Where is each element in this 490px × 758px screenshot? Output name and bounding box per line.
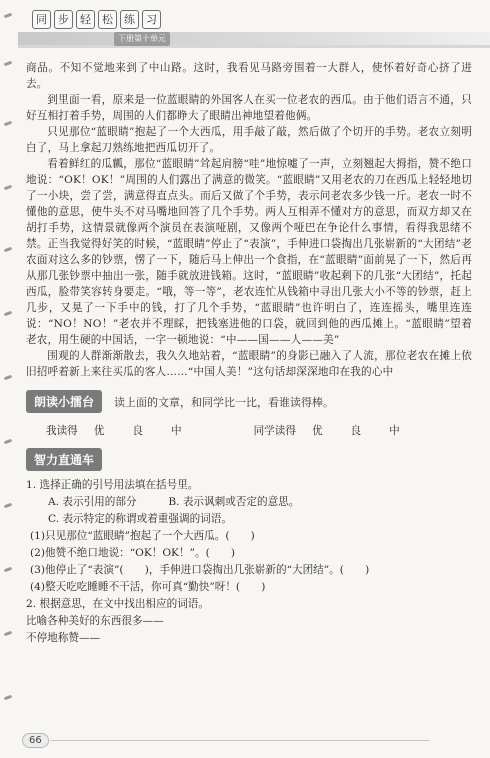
self-grade-label: 我读得 <box>46 425 78 437</box>
reading-badge: 朗读小擂台 <box>26 390 102 413</box>
grade-option[interactable]: 中 <box>170 425 182 437</box>
title-char: 松 <box>98 10 117 29</box>
grade-option[interactable]: 优 <box>93 425 105 437</box>
question-1-options: A. 表示引用的部分 B. 表示讽刺或否定的意思。 <box>48 496 300 508</box>
book-title <box>32 10 161 29</box>
passage-paragraph: 只见那位“蓝眼睛”抱起了一个大西瓜，用手敲了敲，然后做了个切开的手势。老农立刻明白了，马上拿起刀熟练地把西瓜切开了。 <box>26 126 472 154</box>
passage-paragraph: 看着鲜红的瓜瓤，那位“蓝眼睛”耸起肩膀“哇”地惊嘘了一声，立刻翘起大拇指，赞不绝口地说：“OK！OK！”周围的人们露出了满意的微笑。“蓝眼睛”又用老农的刀在西瓜上轻轻地切了一小块，尝了尝，满意得直点头。而后又做了个手势，表示问老农多少钱一斤。老农一时不懂他的意思，使牛头不对马嘴地回答了几个手势。两人互相弄不懂对方的意思，而双方却又在胡打手势，这情景就像两个演员在表演哑剧，又像两个哑巴在争论什么事情，看得我思绪不禁。正当我觉得好笑的时候，“蓝眼睛”停止了“表演”，手伸进口袋掏出几张崭新的“大团结”老农面对这么多的钞票，愣了一下，随后马上伸出一个食指，在“蓝眼睛”面前晃了一下，然后再从那几张钞票中抽出一张，随手就放进钱箱。这时，“蓝眼睛”收起剩下的几张“大团结”，托起西瓜，脸带笑容转身要走。“哦，等一等”，老农连忙从钱箱中寻出几张大小不等的钞票，赶上几步，又晃了一下手中的钱，打了几个手势，“蓝眼睛”也许明白了，连连摇头，嘴里连连说：“NO！NO！”老农并不理睬，把钱塞进他的口袋，就回到他的西瓜摊上。“蓝眼睛”望着老农，用生硬的中国话，一字一顿地说：“中——国——人——美” <box>26 158 472 346</box>
question-1-item[interactable]: (3)他停止了“表演”( )，手伸进口袋掏出几张崭新的“大团结”。( ) <box>30 564 370 576</box>
binding-marks <box>2 0 16 758</box>
grade-option[interactable]: 优 <box>311 425 323 437</box>
reading-grade-row <box>46 423 472 438</box>
question-2-item[interactable]: 不停地称赞—— <box>26 632 101 644</box>
title-char: 练 <box>120 10 139 29</box>
header-bar <box>18 32 490 46</box>
grade-option[interactable]: 中 <box>389 425 400 437</box>
passage-paragraph: 到里面一看，原来是一位蓝眼睛的外国客人在买一位老农的西瓜。由于他们语言不通，只好互相打着手势，周围的人们都睁大了眼睛出神地望着他俩。 <box>26 94 472 122</box>
question-1-options: C. 表示特定的称谓或着重强调的词语。 <box>48 513 232 525</box>
reading-section-header <box>26 390 472 413</box>
quiz-section-header <box>26 448 472 471</box>
reading-instruction: 读上面的文章，和同学比一比，看谁读得棒。 <box>114 395 335 409</box>
question-1-item[interactable]: (1)只见那位“蓝眼睛”抱起了一个大西瓜。( ) <box>30 530 255 542</box>
question-1-item[interactable]: (2)他赞不绝口地说：“OK！OK！”。( ) <box>30 547 236 559</box>
question-1-item[interactable]: (4)整天吃吃睡睡不干活，你可真“勤快”呀！( ) <box>30 581 266 593</box>
title-char: 同 <box>32 10 51 29</box>
page-number: 66 <box>22 733 49 748</box>
passage-paragraph: 商品。不知不觉地来到了中山路。这时，我看见马路旁围着一大群人，使怀着好奇心挤了进去。 <box>26 62 472 90</box>
header-band <box>18 45 490 48</box>
title-char: 步 <box>54 10 73 29</box>
grade-option[interactable]: 良 <box>350 425 362 437</box>
page-content <box>26 60 472 647</box>
question-1: 1. 选择正确的引号用法填在括号里。 <box>26 479 199 491</box>
grade-option[interactable]: 良 <box>132 425 143 437</box>
question-2-item[interactable]: 比喻各种美好的东西很多—— <box>26 615 164 627</box>
title-char: 轻 <box>76 10 95 29</box>
question-2: 2. 根据意思，在文中找出相应的词语。 <box>26 598 209 610</box>
quiz-badge: 智力直通车 <box>26 448 102 471</box>
passage-paragraph: 围观的人群渐渐散去，我久久地站着，“蓝眼睛”的身影已融入了人流，那位老农在摊上依旧招呼着新上来往买瓜的客人……“中国人美！”这句话却深深地印在我的心中 <box>26 350 472 378</box>
footer-rule <box>50 740 430 741</box>
unit-label: 下册第十单元 <box>114 32 170 46</box>
title-char: 习 <box>142 10 161 29</box>
page-header <box>18 8 490 56</box>
peer-grade-label: 同学读得 <box>253 425 296 437</box>
